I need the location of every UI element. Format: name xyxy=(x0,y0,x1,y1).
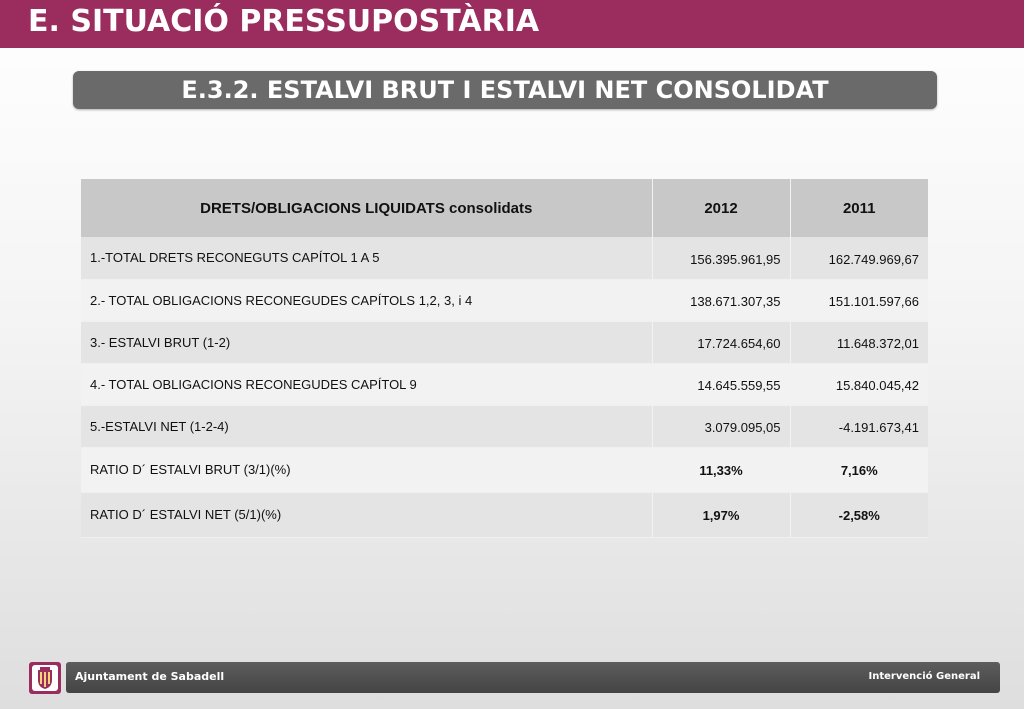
value-2011: -2,58% xyxy=(790,492,928,537)
row-label: 5.-ESTALVI NET (1-2-4) xyxy=(81,405,652,447)
sabadell-coat-of-arms-icon xyxy=(29,662,61,694)
row-label: 2.- TOTAL OBLIGACIONS RECONEGUDES CAPÍTOLS 1,2, 3, i 4 xyxy=(81,279,652,321)
value-2011: 11.648.372,01 xyxy=(790,321,928,363)
value-2011: 7,16% xyxy=(790,447,928,492)
table-row xyxy=(81,363,928,405)
table-row xyxy=(81,492,928,537)
value-2012: 138.671.307,35 xyxy=(652,279,790,321)
row-label: 4.- TOTAL OBLIGACIONS RECONEGUDES CAPÍTOL 9 xyxy=(81,363,652,405)
table-header-row xyxy=(81,179,928,237)
value-2011: 151.101.597,66 xyxy=(790,279,928,321)
row-label: 1.-TOTAL DRETS RECONEGUTS CAPÍTOL 1 A 5 xyxy=(81,237,652,279)
section-subtitle: E.3.2. ESTALVI BRUT I ESTALVI NET CONSOLIDAT xyxy=(181,76,829,104)
table-row xyxy=(81,237,928,279)
value-2011: -4.191.673,41 xyxy=(790,405,928,447)
value-2012: 14.645.559,55 xyxy=(652,363,790,405)
table-row xyxy=(81,321,928,363)
subtitle-bar xyxy=(73,71,937,109)
table-row xyxy=(81,447,928,492)
footer-organization: Ajuntament de Sabadell xyxy=(75,670,225,683)
value-2012: 3.079.095,05 xyxy=(652,405,790,447)
row-label: RATIO D´ ESTALVI NET (5/1)(%) xyxy=(81,492,652,537)
column-header-2011: 2011 xyxy=(790,179,928,237)
value-2011: 15.840.045,42 xyxy=(790,363,928,405)
value-2012: 11,33% xyxy=(652,447,790,492)
table-row xyxy=(81,405,928,447)
table-row xyxy=(81,279,928,321)
row-label: RATIO D´ ESTALVI BRUT (3/1)(%) xyxy=(81,447,652,492)
value-2012: 17.724.654,60 xyxy=(652,321,790,363)
column-header-2012: 2012 xyxy=(652,179,790,237)
row-label: 3.- ESTALVI BRUT (1-2) xyxy=(81,321,652,363)
value-2012: 1,97% xyxy=(652,492,790,537)
column-header-concept: DRETS/OBLIGACIONS LIQUIDATS consolidats xyxy=(81,179,652,237)
footer-department: Intervenció General xyxy=(868,671,980,682)
page-title: E. SITUACIÓ PRESSUPOSTÀRIA xyxy=(28,4,540,39)
value-2012: 156.395.961,95 xyxy=(652,237,790,279)
value-2011: 162.749.969,67 xyxy=(790,237,928,279)
budget-table xyxy=(81,179,928,538)
footer-bar xyxy=(66,662,1000,693)
